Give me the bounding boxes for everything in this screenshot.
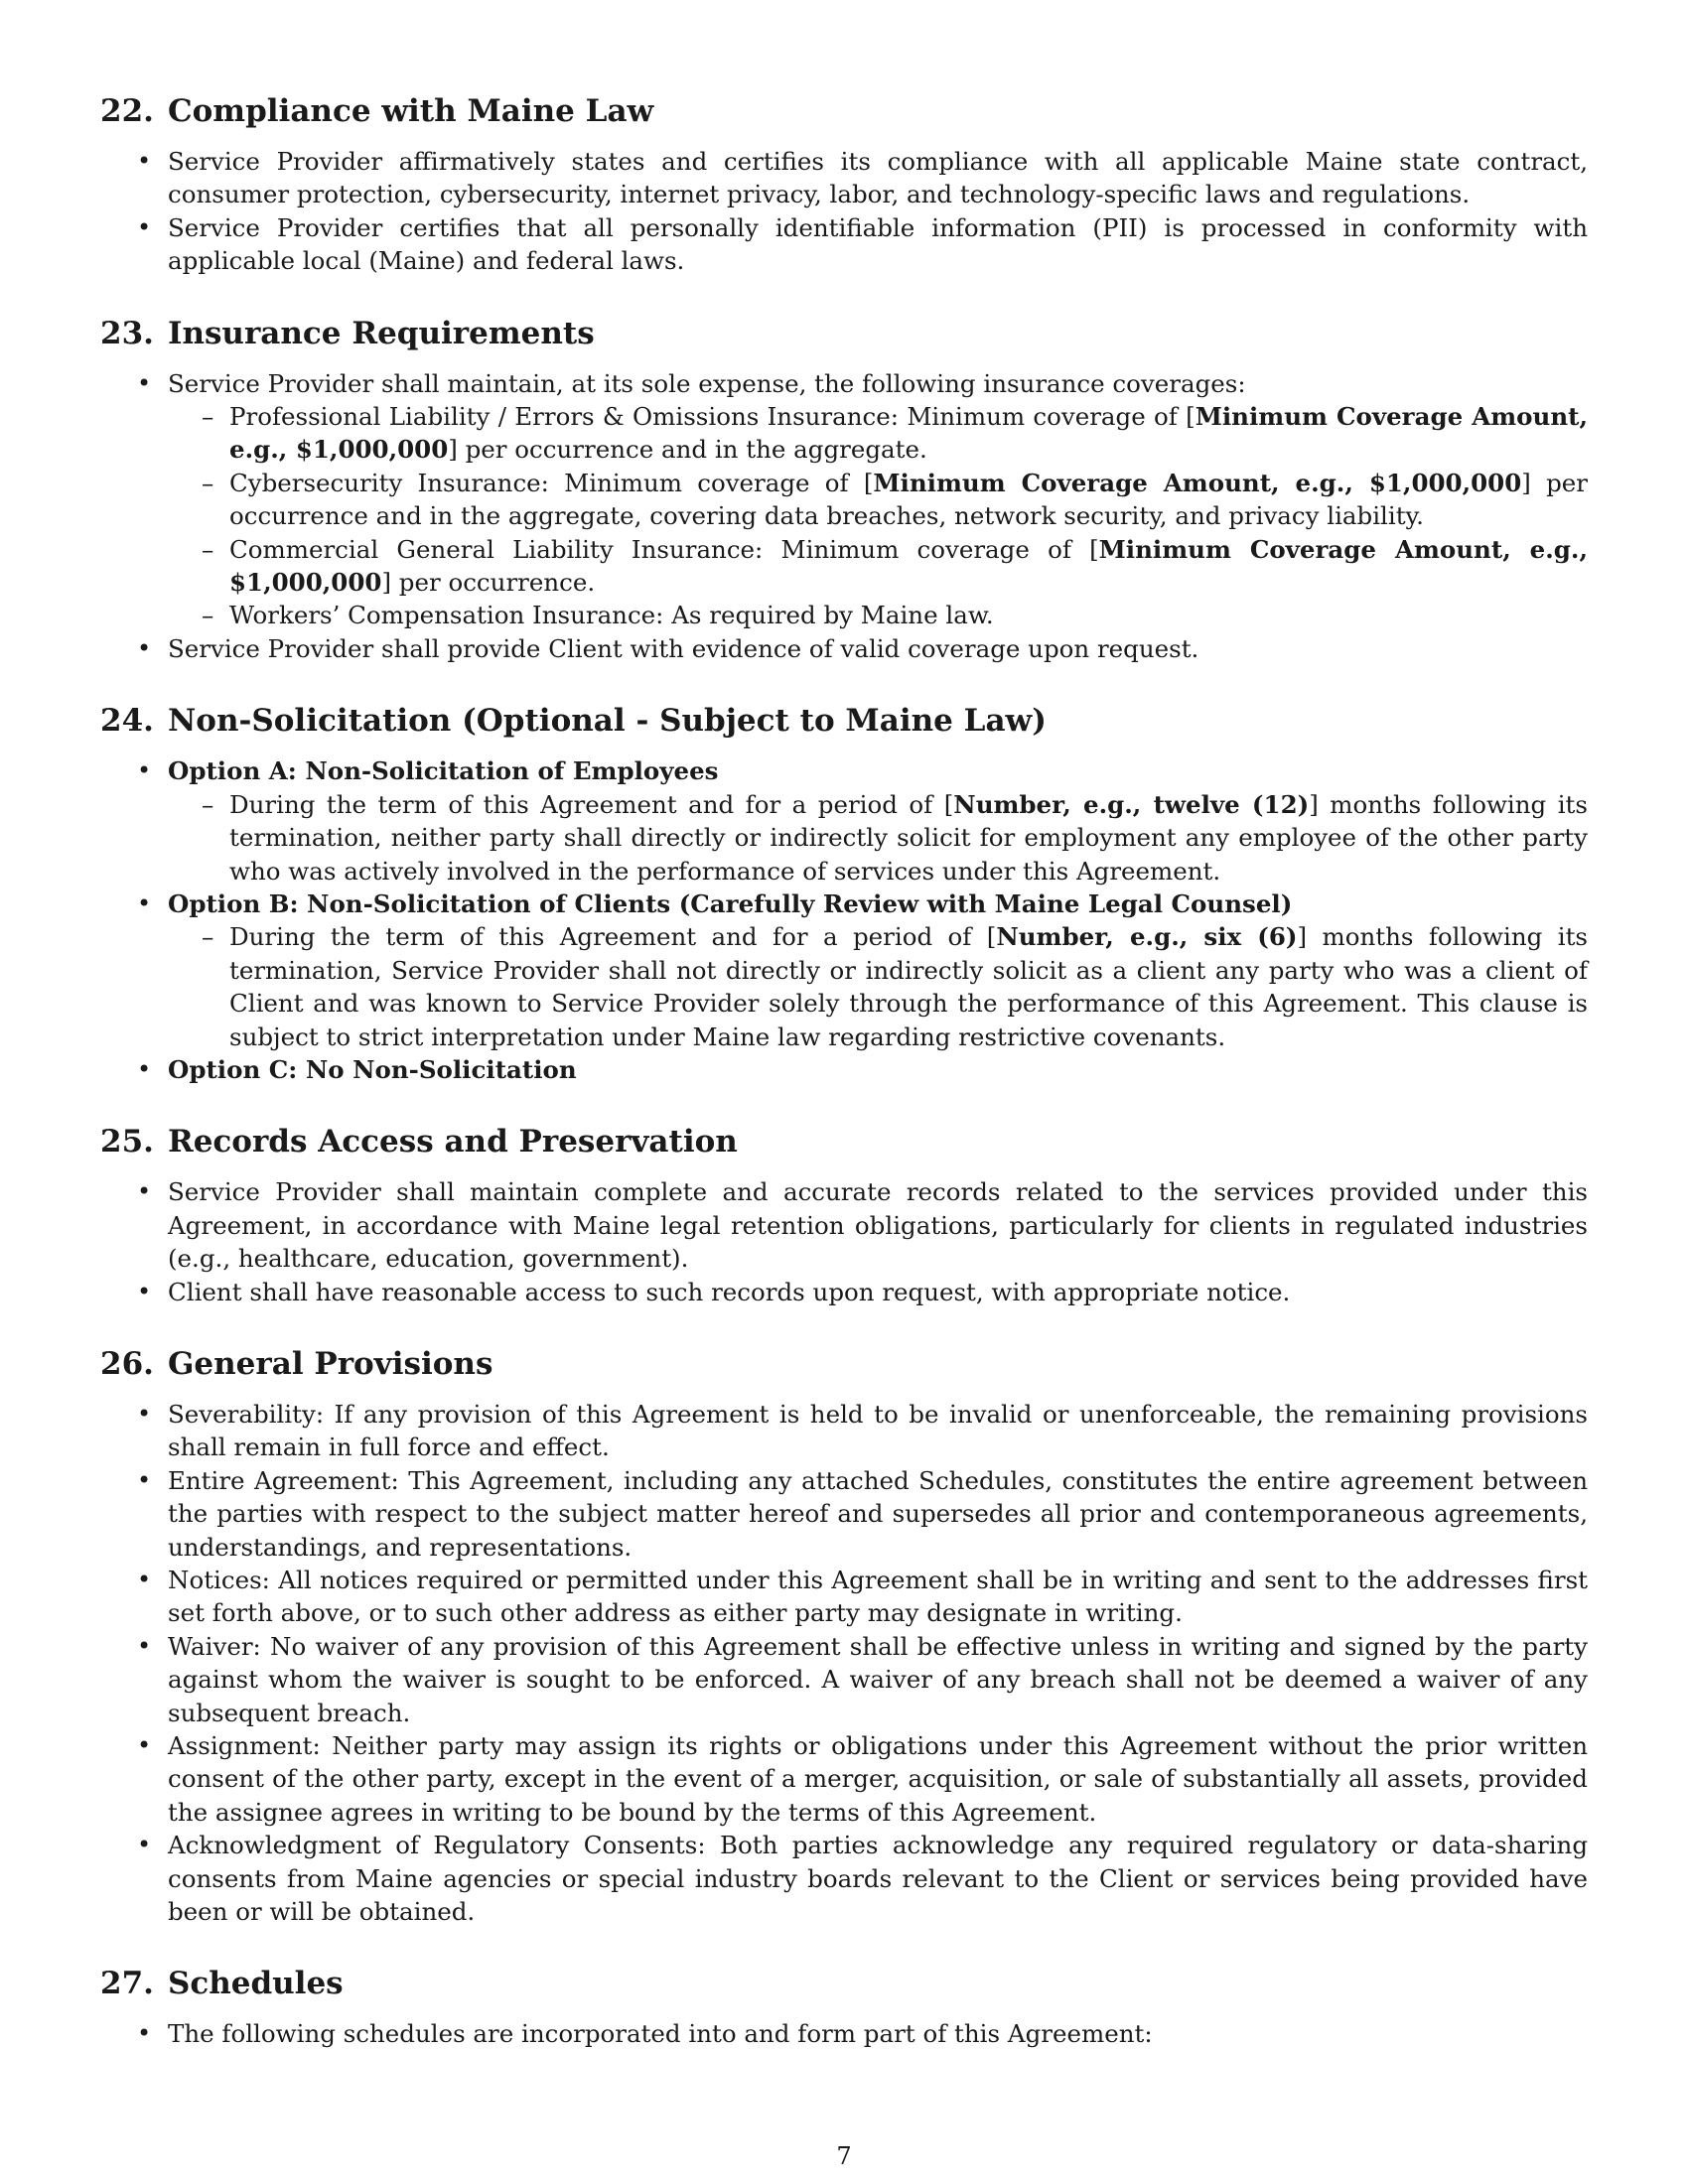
list-item: • The following schedules are incorporated into and form part of this Agreement: (100, 2017, 1588, 2050)
sub-list-item (168, 400, 1588, 467)
text: Commercial General Liability Insurance: Minimum coverage of [ (229, 534, 1099, 564)
sub-list-item: – Workers’ Compensation Insurance: As required by Maine law. (168, 599, 1588, 631)
list-item (100, 1053, 1588, 1086)
section-heading (100, 1122, 1588, 1161)
bullet-list (100, 367, 1588, 666)
section-number: 23. (100, 315, 154, 351)
placeholder-text: Number, e.g., twelve (12) (953, 789, 1310, 819)
text: ] months following its termination, neither party shall directly or indirectly solicit for employment any employee of the other party who was actively involved in the performance of services under this Agreement. (229, 789, 1588, 886)
list-item: • Service Provider affirmatively states and certifies its compliance with all applicable Maine state contract, consumer protection, cybersecurity, internet privacy, labor, and technology-specific laws and regulations. (100, 145, 1588, 211)
section-title: Schedules (167, 1966, 344, 2002)
option-c-label: Option C: No Non-Solicitation (168, 1054, 577, 1084)
page-number: 7 (836, 2142, 852, 2170)
section-heading (100, 1964, 1588, 2003)
section-number: 26. (100, 1345, 154, 1382)
text: ] per occurrence and in the aggregate, covering data breaches, network security, and privacy liability. (229, 468, 1588, 531)
list-item: • Assignment: Neither party may assign its rights or obligations under this Agreement without the prior written consent of the other party, except in the event of a merger, acquisition, or sale of substantially all assets, provided the assignee agrees in writing to be bound by the terms of this Agreement. (100, 1729, 1588, 1829)
text: Professional Liability / Errors & Omissions Insurance: Minimum coverage of [ (229, 402, 1196, 432)
list-item: • Service Provider shall provide Client with evidence of valid coverage upon request. (100, 632, 1588, 665)
bullet-list (100, 754, 1588, 1086)
section-23 (100, 314, 1588, 666)
bullet-list (100, 1398, 1588, 1929)
sub-list (168, 400, 1588, 632)
list-item: • Service Provider certifies that all personally identifiable information (PII) is processed in conformity with applicable local (Maine) and federal laws. (100, 211, 1588, 278)
section-heading (100, 1344, 1588, 1384)
list-item: • Client shall have reasonable access to such records upon request, with appropriate notice. (100, 1276, 1588, 1308)
section-24 (100, 701, 1588, 1086)
list-item: • Acknowledgment of Regulatory Consents: Both parties acknowledge any required regulatory or data-sharing consents from Maine agencies or special industry boards relevant to the Client or services being provided have been or will be obtained. (100, 1829, 1588, 1928)
bullet-list (100, 2017, 1588, 2050)
section-title: Compliance with Maine Law (167, 93, 654, 129)
section-27 (100, 1964, 1588, 2050)
list-item: • Severability: If any provision of this Agreement is held to be invalid or unenforceable, the remaining provisions shall remain in full force and effect. (100, 1398, 1588, 1464)
text: During the term of this Agreement and for a period of [ (229, 922, 997, 952)
text: During the term of this Agreement and for a period of [ (229, 789, 954, 819)
list-item: • Notices: All notices required or permitted under this Agreement shall be in writing and sent to the addresses first set forth above, or to such other address as either party may designate in writing. (100, 1564, 1588, 1630)
sub-list-item (168, 467, 1588, 533)
section-heading (100, 314, 1588, 353)
placeholder-text: Number, e.g., six (6) (996, 922, 1298, 952)
list-item-text: Service Provider shall maintain, at its sole expense, the following insurance coverages: (168, 368, 1246, 398)
section-number: 25. (100, 1124, 154, 1160)
list-item (100, 887, 1588, 1053)
sub-list (168, 920, 1588, 1053)
sub-list-item (168, 920, 1588, 1053)
text: ] per occurrence and in the aggregate. (448, 435, 927, 465)
bullet-list (100, 145, 1588, 278)
sub-list (168, 788, 1588, 887)
placeholder-text: Minimum Coverage Amount, e.g., $1,000,000 (873, 468, 1522, 497)
section-number: 27. (100, 1966, 154, 2002)
list-item: • Entire Agreement: This Agreement, including any attached Schedules, constitutes the entire agreement between the parties with respect to the subject matter hereof and supersedes all prior and contemporaneous agreements, understandings, and representations. (100, 1464, 1588, 1564)
section-heading (100, 91, 1588, 131)
placeholder-text: Minimum Coverage Amount, e.g., $1,000,000 (229, 534, 1588, 598)
section-title: General Provisions (167, 1345, 493, 1382)
section-number: 24. (100, 703, 154, 740)
list-item: • Service Provider shall maintain complete and accurate records related to the services provided under this Agreement, in accordance with Maine legal retention obligations, particularly for clients in regulated industries (e.g., healthcare, education, government). (100, 1175, 1588, 1275)
section-25 (100, 1122, 1588, 1308)
section-title: Records Access and Preservation (167, 1124, 738, 1160)
section-title: Non-Solicitation (Optional - Subject to Maine Law) (167, 703, 1047, 740)
section-22 (100, 91, 1588, 278)
list-item: • Waiver: No waiver of any provision of this Agreement shall be effective unless in writing and signed by the party against whom the waiver is sought to be enforced. A waiver of any breach shall not be deemed a waiver of any subsequent breach. (100, 1630, 1588, 1729)
section-heading (100, 701, 1588, 741)
list-item (100, 754, 1588, 887)
text: ] per occurrence. (381, 568, 596, 598)
section-26 (100, 1344, 1588, 1929)
sub-list-item (168, 533, 1588, 600)
option-a-label: Option A: Non-Solicitation of Employees (168, 756, 719, 786)
placeholder-text: Minimum Coverage Amount, e.g., $1,000,000 (229, 402, 1588, 465)
text: ] months following its termination, Service Provider shall not directly or indirectly solicit as a client any party who was a client of Client and was known to Service Provider solely through the performance of this Agreement. This clause is subject to strict interpretation under Maine law regarding restrictive covenants. (229, 922, 1588, 1051)
option-b-label: Option B: Non-Solicitation of Clients (Carefully Review with Maine Legal Counsel) (168, 888, 1293, 918)
list-item (100, 367, 1588, 632)
page-content (100, 91, 1588, 2051)
text: Cybersecurity Insurance: Minimum coverage of [ (229, 468, 874, 497)
section-number: 22. (100, 93, 154, 129)
bullet-list (100, 1175, 1588, 1308)
section-title: Insurance Requirements (167, 315, 595, 351)
sub-list-item (168, 788, 1588, 887)
